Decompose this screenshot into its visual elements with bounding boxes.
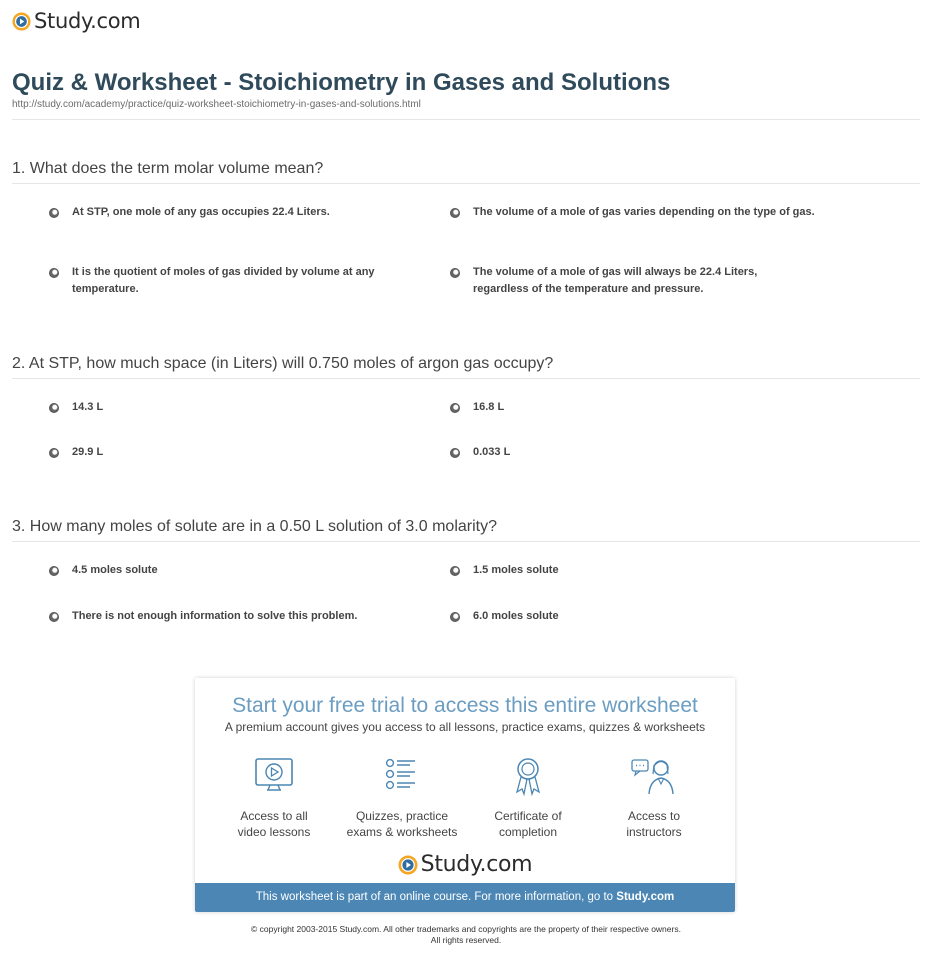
feature-label-line2: instructors (626, 825, 682, 839)
option-label: The volume of a mole of gas varies depending on the type of gas. (473, 206, 815, 218)
radio-button-icon[interactable] (450, 268, 460, 278)
radio-button-icon[interactable] (49, 448, 59, 458)
video-lesson-icon (251, 756, 297, 798)
option-label: 6.0 moles solute (473, 610, 559, 622)
radio-button-icon[interactable] (49, 566, 59, 576)
feature-label-line2: video lessons (237, 825, 311, 839)
option-label: 1.5 moles solute (473, 564, 559, 576)
option-label: At STP, one mole of any gas occupies 22.4 Liters. (72, 206, 330, 218)
feature-video-lessons (209, 756, 339, 840)
radio-button-icon[interactable] (450, 448, 460, 458)
question-1-option-d[interactable] (450, 265, 830, 298)
certificate-icon (505, 756, 551, 798)
copyright-notice (0, 924, 932, 946)
radio-button-icon[interactable] (49, 208, 59, 218)
feature-label-line2: exams & worksheets (346, 825, 458, 839)
feature-certificate (463, 756, 593, 840)
promo-headline[interactable]: Start your free trial to access this entire worksheet (232, 694, 698, 717)
feature-quizzes (337, 756, 467, 840)
study-logo[interactable] (12, 8, 140, 34)
radio-button-icon[interactable] (49, 612, 59, 622)
question-3-option-a[interactable] (49, 563, 158, 579)
study-logo-icon (398, 855, 418, 875)
copyright-line-2: All rights reserved. (430, 935, 502, 945)
study-logo-text: Study.com (420, 852, 533, 877)
page-url[interactable]: http://study.com/academy/practice/quiz-worksheet-stoichiometry-in-gases-and-solutions.html (12, 99, 421, 110)
feature-label-line1: Certificate of (494, 809, 562, 823)
radio-button-icon[interactable] (49, 403, 59, 413)
question-1-divider (12, 183, 920, 184)
promo-bar-text: This worksheet is part of an online course. For more information, go to (255, 891, 614, 903)
option-label: The volume of a mole of gas will always be 22.4 Liters, regardless of the temperature and pressure. (473, 266, 758, 295)
question-3-option-d[interactable] (450, 609, 559, 625)
feature-label-line1: Quizzes, practice (355, 809, 449, 823)
option-label: There is not enough information to solve this problem. (72, 610, 358, 622)
question-2-option-d[interactable] (450, 445, 510, 461)
option-label: 0.033 L (473, 446, 511, 458)
option-label: 4.5 moles solute (72, 564, 158, 576)
question-2-text: 2. At STP, how much space (in Liters) will 0.750 moles of argon gas occupy? (12, 355, 554, 372)
option-label: It is the quotient of moles of gas divided by volume at any temperature. (72, 266, 375, 295)
question-1-option-c[interactable] (49, 265, 429, 298)
question-3-option-b[interactable] (450, 563, 559, 579)
feature-label-line2: completion (498, 825, 558, 839)
promo-info-bar (195, 883, 735, 912)
option-label: 29.9 L (72, 446, 104, 458)
promo-subline: A premium account gives you access to all lessons, practice exams, quizzes & worksheets (224, 720, 706, 734)
question-3-option-c[interactable] (49, 609, 357, 625)
radio-button-icon[interactable] (450, 403, 460, 413)
free-trial-promo (195, 678, 735, 912)
question-2-option-c[interactable] (49, 445, 103, 461)
question-3-text: 3. How many moles of solute are in a 0.50 L solution of 3.0 molarity? (12, 518, 497, 535)
option-label: 16.8 L (473, 401, 505, 413)
feature-instructors (589, 756, 719, 840)
copyright-line-1: © copyright 2003-2015 Study.com. All other trademarks and copyrights are the property of their respective owners. (251, 924, 681, 934)
quiz-list-icon (379, 756, 425, 798)
feature-label-line1: Access to (627, 809, 681, 823)
radio-button-icon[interactable] (450, 208, 460, 218)
question-1-option-b[interactable] (450, 205, 830, 221)
radio-button-icon[interactable] (450, 612, 460, 622)
radio-button-icon[interactable] (450, 566, 460, 576)
instructor-icon (629, 756, 679, 798)
radio-button-icon[interactable] (49, 268, 59, 278)
question-2-divider (12, 378, 920, 379)
question-1-text: 1. What does the term molar volume mean? (12, 160, 324, 177)
promo-study-logo[interactable] (195, 852, 735, 878)
feature-label-line1: Access to all (240, 809, 308, 823)
question-2-option-a[interactable] (49, 400, 103, 416)
option-label: 14.3 L (72, 401, 104, 413)
header-divider (12, 119, 920, 120)
promo-bar-link[interactable]: Study.com (616, 891, 675, 903)
question-2-option-b[interactable] (450, 400, 504, 416)
study-logo-text: Study.com (34, 9, 141, 33)
question-3-divider (12, 541, 920, 542)
question-1-option-a[interactable] (49, 205, 409, 221)
study-logo-icon (12, 12, 31, 31)
page-title: Quiz & Worksheet - Stoichiometry in Gases and Solutions (12, 69, 671, 96)
